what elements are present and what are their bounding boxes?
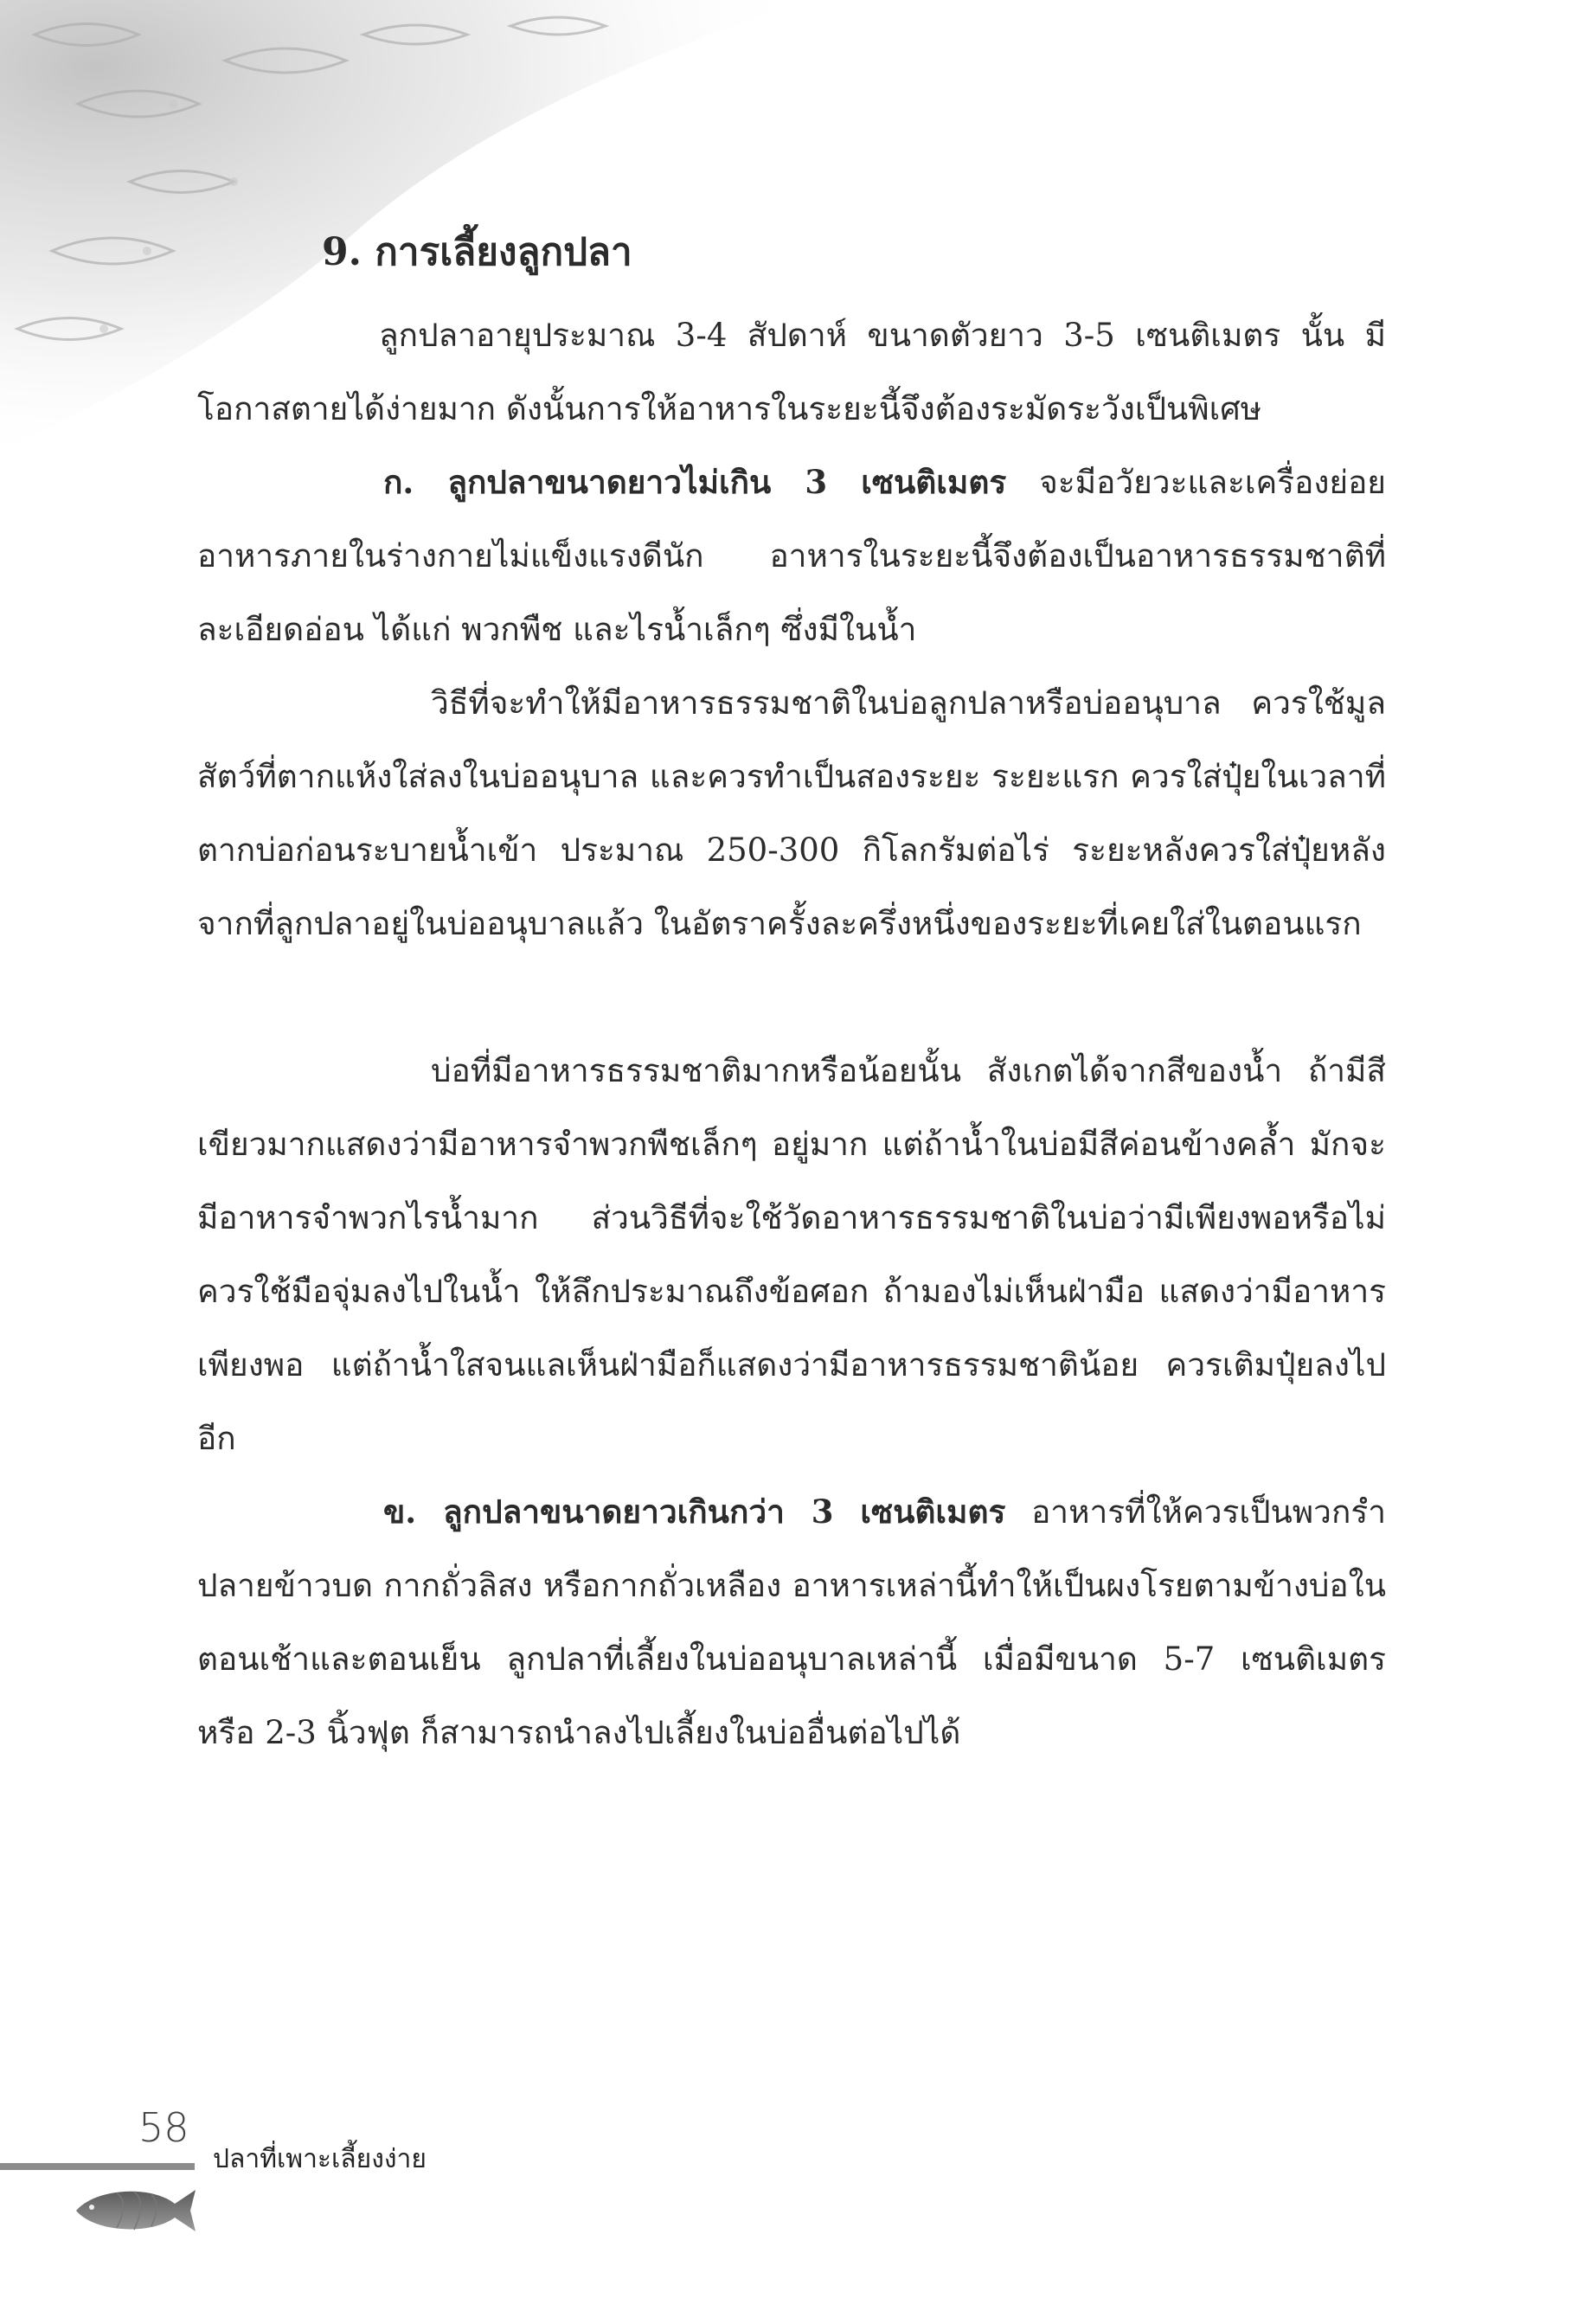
part-b-block	[197, 1475, 1386, 1769]
part-b-text: อาหารที่ให้ควรเป็นพวกรำ ปลายข้าวบด กากถั่วลิสง หรือกากถั่วเหลือง อาหารเหล่านี้ทำให้เป็นผงโรยตามข้างบ่อในตอนเช้าและตอนเย็น ลูกปลาที่เลี้ยงในบ่ออนุบาลเหล่านี้ เมื่อมีขนาด 5-7 เซนติเมตร หรือ 2-3 นิ้วฟุต ก็สามารถนำลงไปเลี้ยงในบ่ออื่นต่อไปได้	[197, 1493, 1386, 1751]
book-title: ปลาที่เพาะเลี้ยงง่าย	[213, 2144, 427, 2174]
intro-block	[197, 299, 1386, 446]
part-a-para2-text: วิธีที่จะทำให้มีอาหารธรรมชาติในบ่อลูกปลาหรือบ่ออนุบาล ควรใช้มูลสัตว์ที่ตากแห้งใส่ลงในบ่ออนุบาล และควรทำเป็นสองระยะ ระยะแรก ควรใส่ปุ๋ยในเวลาที่ตากบ่อก่อนระบายน้ำเข้า ประมาณ 250-300 กิโลกรัมต่อไร่ ระยะหลังควรใส่ปุ๋ยหลังจากที่ลูกปลาอยู่ในบ่ออนุบาลแล้ว ในอัตราครั้งละครึ่งหนึ่งของระยะที่เคยใส่ในตอนแรก	[197, 684, 1386, 942]
intro-paragraph	[197, 299, 1386, 446]
part-a-para3-text: บ่อที่มีอาหารธรรมชาติมากหรือน้อยนั้น สังเกตได้จากสีของน้ำ ถ้ามีสีเขียวมากแสดงว่ามีอาหารจำพวกพืชเล็กๆ อยู่มาก แต่ถ้าน้ำในบ่อมีสีค่อนข้างคล้ำ มักจะมีอาหารจำพวกไรน้ำมาก ส่วนวิธีที่จะใช้วัดอาหารธรรมชาติในบ่อว่ามีเพียงพอหรือไม่ ควรใช้มือจุ่มลงไปในน้ำ ให้ลึกประมาณถึงข้อศอก ถ้ามองไม่เห็นฝ่ามือ แสดงว่ามีอาหารเพียงพอ แต่ถ้าน้ำใสจนแลเห็นฝ่ามือก็แสดงว่ามีอาหารธรรมชาติน้อย ควรเติมปุ๋ยลงไปอีก	[197, 1052, 1386, 1457]
part-a-paragraph-2	[197, 666, 1386, 960]
section-heading: 9. การเลี้ยงลูกปลา	[322, 230, 632, 274]
fish-icon	[69, 2183, 199, 2237]
page-number: 58	[138, 2104, 189, 2151]
part-a-title: ก. ลูกปลาขนาดยาวไม่เกิน 3 เซนติเมตร	[383, 463, 1007, 501]
part-a-para2-block	[197, 666, 1386, 960]
part-a-para3-block	[197, 1034, 1386, 1475]
part-a-paragraph-3	[197, 1034, 1386, 1475]
part-b-paragraph	[197, 1475, 1386, 1769]
part-a-paragraph	[197, 446, 1386, 666]
footer-rule	[0, 2163, 195, 2170]
part-b-title: ข. ลูกปลาขนาดยาวเกินกว่า 3 เซนติเมตร	[383, 1493, 1006, 1531]
part-a-text: จะมีอวัยวะและเครื่องย่อยอาหารภายในร่างกายไม่แข็งแรงดีนัก อาหารในระยะนี้จึงต้องเป็นอาหารธรรมชาติที่ละเอียดอ่อน ได้แก่ พวกพืช และไรน้ำเล็กๆ ซึ่งมีในน้ำ	[197, 464, 1386, 648]
part-a-block	[197, 446, 1386, 666]
intro-text: ลูกปลาอายุประมาณ 3-4 สัปดาห์ ขนาดตัวยาว 3-5 เซนติเมตร นั้น มีโอกาสตายได้ง่ายมาก ดังนั้นการให้อาหารในระยะนี้จึงต้องระมัดระวังเป็นพิเศษ	[197, 317, 1386, 427]
